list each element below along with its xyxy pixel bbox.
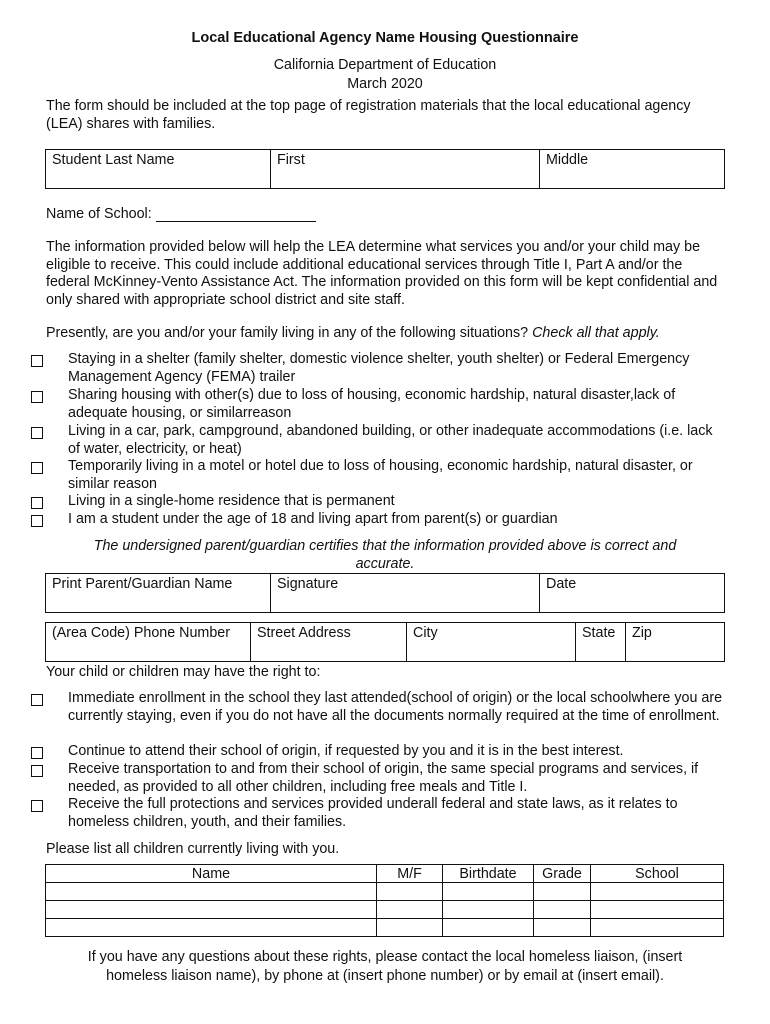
- rights-label-school-of-origin: Continue to attend their school of origin, if requested by you and it is in the best interest.: [68, 743, 624, 759]
- child-name-cell[interactable]: [46, 919, 377, 937]
- guardian-name-field[interactable]: [46, 574, 271, 613]
- certification-statement: The undersigned parent/guardian certifies that the information provided above is correct and accurate.: [93, 538, 677, 572]
- children-intro: Please list all children currently living with you.: [46, 841, 340, 857]
- rights-label-transportation: Receive transportation to and from their school of origin, the same special programs and services, if needed, as provided to all other children, including free meals and Title I.: [68, 761, 699, 795]
- city-field[interactable]: [407, 623, 576, 662]
- child-grade-cell[interactable]: [534, 919, 591, 937]
- child-gender-cell[interactable]: [377, 883, 443, 901]
- children-header-name: Name: [46, 865, 377, 883]
- signature-field[interactable]: [271, 574, 540, 613]
- children-table: [45, 864, 724, 937]
- child-name-cell[interactable]: [46, 901, 377, 919]
- footer-contact-note: If you have any questions about these rights, please contact the local homeless liaison, (insert homeless liaison name), by phone at (insert phone number) or by email at (insert email).: [87, 949, 683, 984]
- situation-label-unaccompanied: I am a student under the age of 18 and living apart from parent(s) or guardian: [68, 511, 558, 527]
- intro-text: The form should be included at the top page of registration materials that the local educational agency (LEA) shares with families.: [46, 98, 691, 132]
- child-gender-cell[interactable]: [377, 901, 443, 919]
- situation-label-shelter: Staying in a shelter (family shelter, domestic violence shelter, youth shelter) or Federal Emergency Management Agency (FEMA) trailer: [68, 351, 690, 385]
- child-school-cell[interactable]: [591, 883, 724, 901]
- phone-label: (Area Code) Phone Number: [52, 625, 231, 641]
- zip-label: Zip: [632, 625, 652, 641]
- student-first-name-label: First: [277, 152, 305, 168]
- rights-checkbox-enrollment[interactable]: [31, 694, 43, 706]
- info-paragraph: The information provided below will help the LEA determine what services you and/or your child may be eligible to receive. This could include additional educational services through Title I, Part A and/or the federal McKinney-Vento Assistance Act. The information provided on this form will be kept confidential and only shared with appropriate school district and site staff.: [46, 239, 718, 308]
- situation-label-car-park: Living in a car, park, campground, abandoned building, or other inadequate accommodations (i.e. lack of water, electricity, or heat): [68, 423, 713, 457]
- child-grade-cell[interactable]: [534, 883, 591, 901]
- children-header-grade: Grade: [534, 865, 591, 883]
- rights-intro: Your child or children may have the right to:: [46, 664, 321, 680]
- rights-label-protections: Receive the full protections and services provided underall federal and state laws, as it relates to homeless children, youth, and their families.: [68, 796, 678, 830]
- table-row: [46, 901, 724, 919]
- child-name-cell[interactable]: [46, 883, 377, 901]
- situation-checkbox-motel[interactable]: [31, 462, 43, 474]
- children-header-birthdate: Birthdate: [443, 865, 534, 883]
- situation-label-sharing: Sharing housing with other(s) due to loss of housing, economic hardship, natural disaster,lack of adequate housing, or similarreason: [68, 387, 676, 421]
- children-header-school: School: [591, 865, 724, 883]
- guardian-name-label: Print Parent/Guardian Name: [52, 576, 233, 592]
- children-header-gender: M/F: [377, 865, 443, 883]
- rights-label-enrollment: Immediate enrollment in the school they last attended(school of origin) or the local schoolwhere you are currently staying, even if you do not have all the documents normally required at the time of enrollment.: [68, 690, 723, 724]
- rights-checkbox-school-of-origin[interactable]: [31, 747, 43, 759]
- child-school-cell[interactable]: [591, 901, 724, 919]
- children-table-header-row: [46, 865, 724, 883]
- date-label: Date: [546, 576, 577, 592]
- date-field[interactable]: [540, 574, 725, 613]
- guardian-table: [45, 573, 725, 613]
- situation-question: [46, 325, 726, 343]
- child-grade-cell[interactable]: [534, 901, 591, 919]
- school-name-label: Name of School:: [46, 206, 152, 222]
- contact-table: [45, 622, 725, 662]
- student-last-name-field[interactable]: [46, 150, 271, 189]
- zip-field[interactable]: [626, 623, 725, 662]
- student-middle-name-field[interactable]: [540, 150, 725, 189]
- page-title: Local Educational Agency Name Housing Questionnaire: [191, 30, 579, 46]
- situation-checkbox-shelter[interactable]: [31, 355, 43, 367]
- school-name-input-line[interactable]: [156, 207, 316, 222]
- student-middle-name-label: Middle: [546, 152, 589, 168]
- table-row: [46, 919, 724, 937]
- school-name-row: [46, 206, 316, 222]
- phone-field[interactable]: [46, 623, 251, 662]
- child-gender-cell[interactable]: [377, 919, 443, 937]
- student-last-name-label: Student Last Name: [52, 152, 175, 168]
- rights-checkbox-protections[interactable]: [31, 800, 43, 812]
- rights-checkbox-transportation[interactable]: [31, 765, 43, 777]
- student-name-table: [45, 149, 725, 189]
- form-date: March 2020: [347, 76, 423, 92]
- child-school-cell[interactable]: [591, 919, 724, 937]
- department-name: California Department of Education: [273, 57, 497, 73]
- student-first-name-field[interactable]: [271, 150, 540, 189]
- situation-label-permanent: Living in a single-home residence that is permanent: [68, 493, 395, 509]
- child-birthdate-cell[interactable]: [443, 901, 534, 919]
- street-address-field[interactable]: [251, 623, 407, 662]
- state-label: State: [582, 625, 616, 641]
- situation-checkbox-unaccompanied[interactable]: [31, 515, 43, 527]
- table-row: [46, 883, 724, 901]
- street-address-label: Street Address: [257, 625, 351, 641]
- situation-checkbox-car-park[interactable]: [31, 427, 43, 439]
- city-label: City: [413, 625, 438, 641]
- state-field[interactable]: [576, 623, 626, 662]
- situation-label-motel: Temporarily living in a motel or hotel due to loss of housing, economic hardship, natural disaster, or similar reason: [68, 458, 693, 492]
- situation-checkbox-sharing[interactable]: [31, 391, 43, 403]
- child-birthdate-cell[interactable]: [443, 919, 534, 937]
- child-birthdate-cell[interactable]: [443, 883, 534, 901]
- situation-question-hint: Check all that apply.: [532, 325, 660, 341]
- situation-checkbox-permanent[interactable]: [31, 497, 43, 509]
- signature-label: Signature: [277, 576, 339, 592]
- situation-question-text: Presently, are you and/or your family living in any of the following situations?: [46, 325, 529, 341]
